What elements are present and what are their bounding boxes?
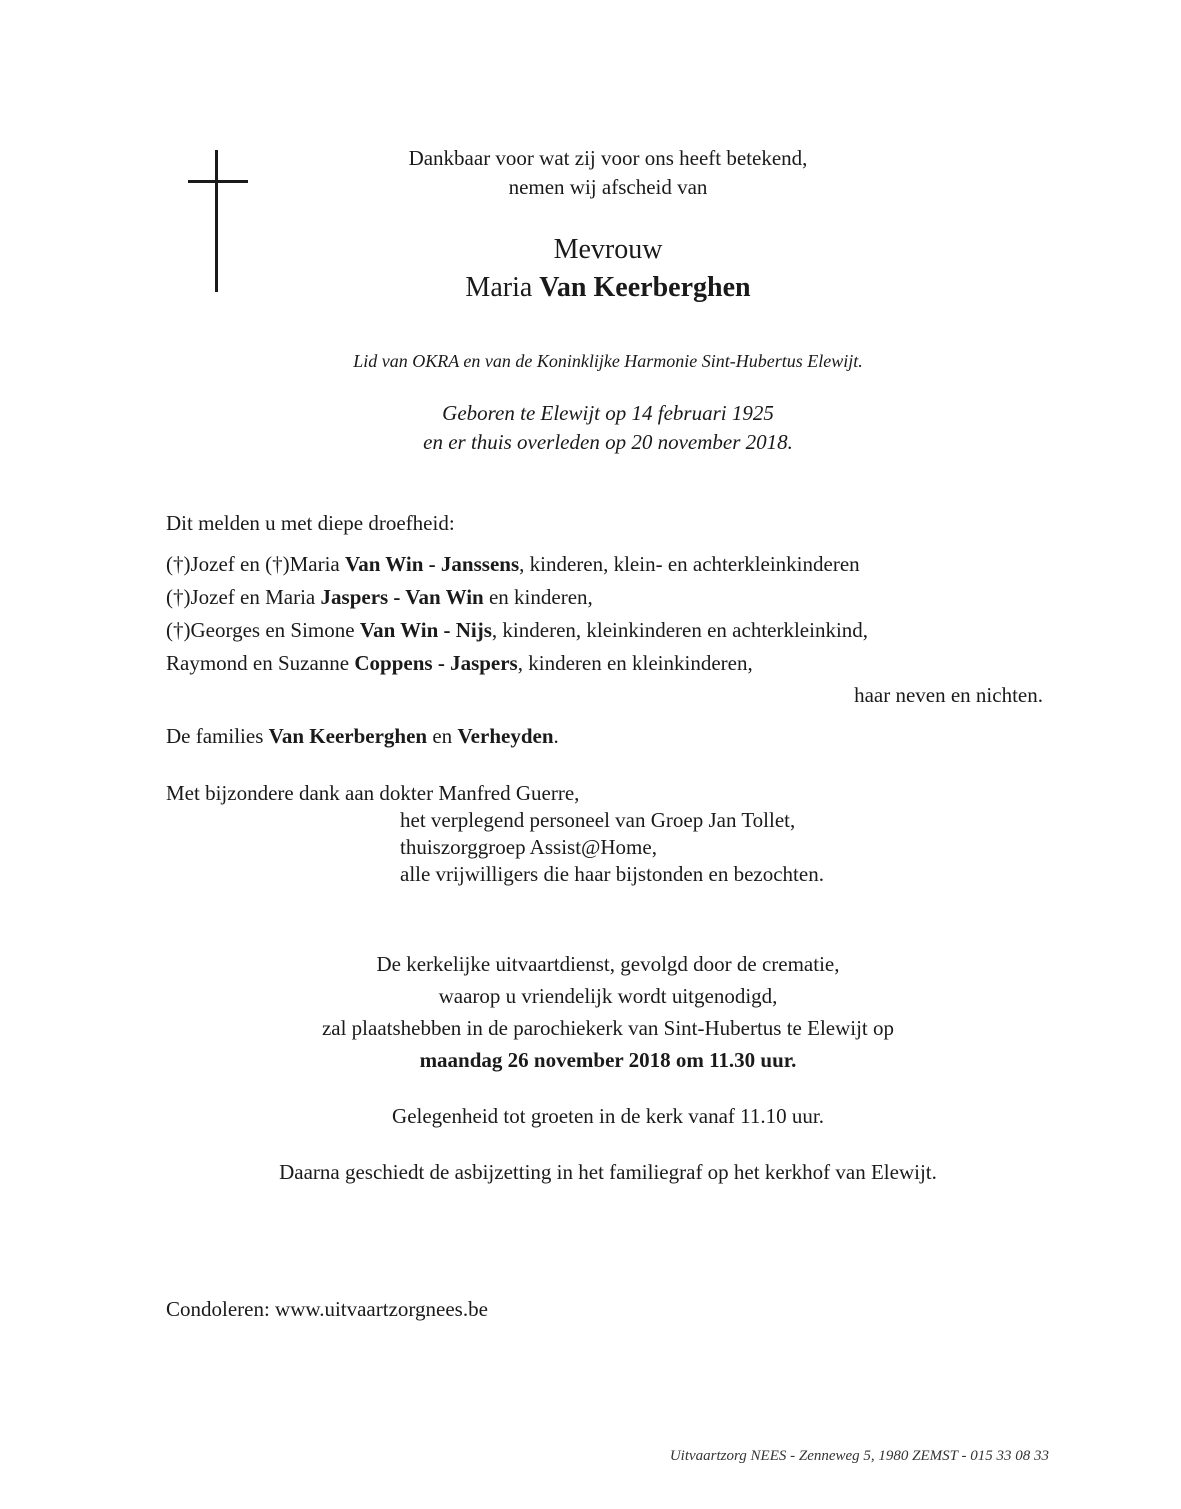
service-line-3: zal plaatshebben in de parochiekerk van Sint-Hubertus te Elewijt op xyxy=(321,1016,895,1040)
service-date: maandag 26 november 2018 om 11.30 uur. xyxy=(419,1048,797,1072)
neven-line: haar neven en nichten. xyxy=(854,683,1043,707)
burial-line: Daarna geschiedt de asbijzetting in het familiegraf op het kerkhof van Elewijt. xyxy=(279,1160,937,1184)
family-row: (†)Jozef en Maria Jaspers - Van Win en kinderen, xyxy=(166,585,593,609)
death-line: en er thuis overleden op 20 november 2018. xyxy=(423,430,793,454)
intro-line-2: nemen wij afscheid van xyxy=(508,175,708,199)
announce-line: Dit melden u met diepe droefheid: xyxy=(166,511,455,535)
salutation: Mevrouw xyxy=(553,234,663,265)
greeting-line: Gelegenheid tot groeten in de kerk vanaf 11.10 uur. xyxy=(392,1104,824,1128)
membership: Lid van OKRA en van de Koninklijke Harmonie Sint-Hubertus Elewijt. xyxy=(353,351,863,371)
family-row: (†)Jozef en (†)Maria Van Win - Janssens, kinderen, klein- en achterkleinkinderen xyxy=(166,552,860,576)
family-row: (†)Georges en Simone Van Win - Nijs, kinderen, kleinkinderen en achterkleinkind, xyxy=(166,618,869,642)
service-line-1: De kerkelijke uitvaartdienst, gevolgd door de crematie, xyxy=(376,952,840,976)
thanks-line-2: het verplegend personeel van Groep Jan Tollet, xyxy=(400,808,796,832)
condolences-line: Condoleren: www.uitvaartzorgnees.be xyxy=(166,1297,488,1321)
thanks-line-3: thuiszorggroep Assist@Home, xyxy=(400,835,657,859)
service-line-2: waarop u vriendelijk wordt uitgenodigd, xyxy=(438,984,778,1008)
families-line: De families Van Keerberghen en Verheyden. xyxy=(166,724,559,748)
thanks-line-4: alle vrijwilligers die haar bijstonden en bezochten. xyxy=(400,862,824,886)
deceased-name xyxy=(0,272,1181,304)
footer-funeral-home: Uitvaartzorg NEES - Zenneweg 5, 1980 ZEMST - 015 33 08 33 xyxy=(669,1448,1049,1464)
first-name: Maria xyxy=(465,272,533,303)
last-name: Van Keerberghen xyxy=(539,272,751,303)
family-row: Raymond en Suzanne Coppens - Jaspers, kinderen en kleinkinderen, xyxy=(166,651,753,675)
birth-line: Geboren te Elewijt op 14 februari 1925 xyxy=(442,401,774,425)
intro-line-1: Dankbaar voor wat zij voor ons heeft betekend, xyxy=(408,146,808,170)
cross-icon xyxy=(188,150,248,292)
thanks-line-1: Met bijzondere dank aan dokter Manfred Guerre, xyxy=(166,781,580,805)
